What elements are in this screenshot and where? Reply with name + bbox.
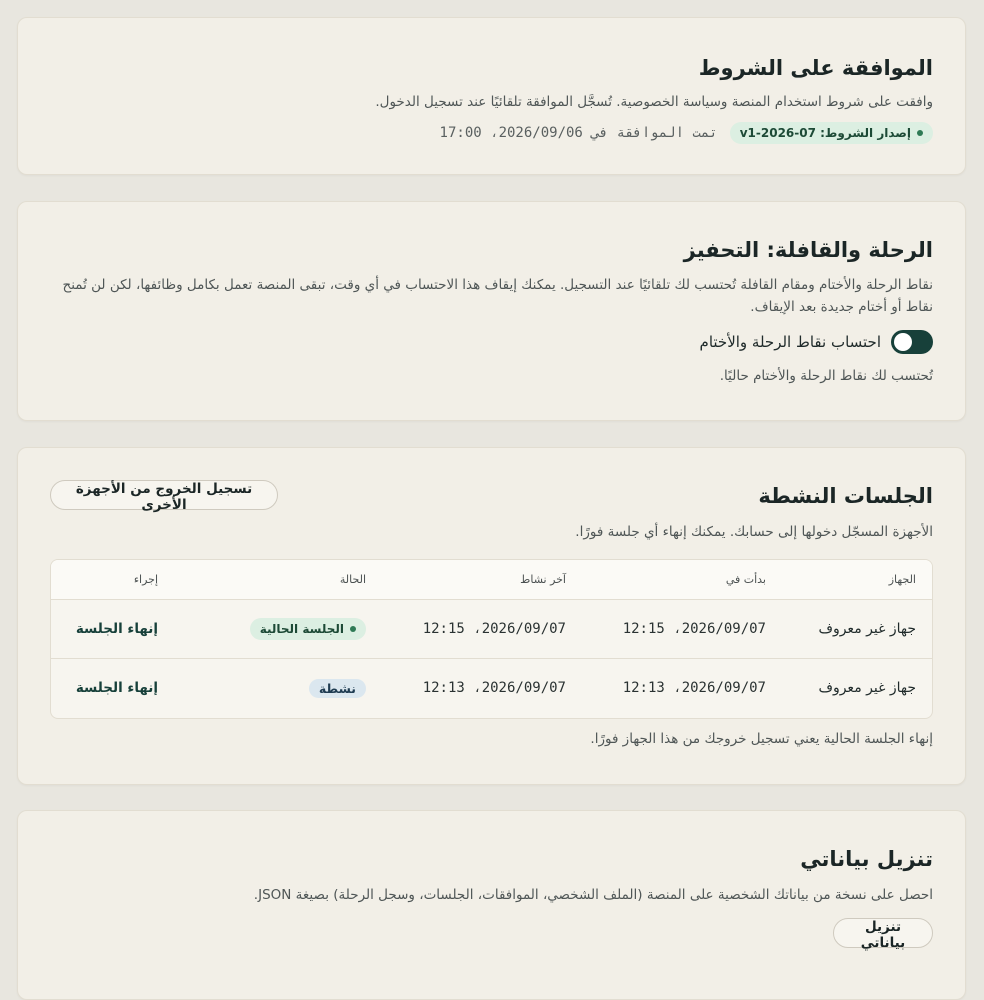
download-description: احصل على نسخة من بياناتك الشخصية على المنصة (الملف الشخصي، الموافقات، الجلسات، وسجل الرحلة) بصيغة JSON. xyxy=(253,887,933,903)
status-dot-icon xyxy=(350,626,356,632)
session-last-activity: 2026/09/07، 12:15 xyxy=(422,621,566,637)
end-session-button[interactable]: إنهاء الجلسة xyxy=(75,621,158,637)
column-header-started: بدأت في xyxy=(725,573,766,586)
gamification-card xyxy=(17,201,966,421)
table-row xyxy=(51,658,932,717)
sessions-note: إنهاء الجلسة الحالية يعني تسجيل خروجك من هذا الجهاز فورًا. xyxy=(590,731,933,747)
terms-description: وافقت على شروط استخدام المنصة وسياسة الخصوصية. تُسجَّل الموافقة تلقائيًا عند تسجيل الدخول. xyxy=(375,94,933,110)
column-header-last-activity: آخر نشاط xyxy=(520,573,566,586)
gamification-status: تُحتسب لك نقاط الرحلة والأختام حاليًا. xyxy=(719,368,933,384)
session-status xyxy=(250,600,366,658)
sessions-table xyxy=(50,559,933,719)
sessions-table-header xyxy=(51,560,932,599)
session-device: جهاز غير معروف xyxy=(818,680,916,696)
sessions-description: الأجهزة المسجّل دخولها إلى حسابك. يمكنك إنهاء أي جلسة فورًا. xyxy=(575,524,933,540)
sessions-title: الجلسات النشطة xyxy=(758,484,933,508)
terms-title: الموافقة على الشروط xyxy=(698,56,933,80)
session-action xyxy=(76,600,158,658)
terms-accepted-at: تمت الموافقة في 2026/09/06، 17:00 xyxy=(439,125,718,141)
session-status xyxy=(309,659,366,717)
session-last-activity: 2026/09/07، 12:13 xyxy=(422,680,566,696)
current-session-badge xyxy=(250,618,366,640)
end-session-button[interactable]: إنهاء الجلسة xyxy=(75,680,158,696)
column-header-action: إجراء xyxy=(133,573,158,586)
terms-consent-card xyxy=(17,17,966,175)
download-title: تنزيل بياناتي xyxy=(800,847,933,871)
terms-version-label: إصدار الشروط: v1-2026-07 xyxy=(739,126,911,140)
gamification-description: نقاط الرحلة والأختام ومقام القافلة تُحتسب لك تلقائيًا عند التسجيل. يمكنك إيقاف هذا الاحتساب في أي وقت، تبقى المنصة تعمل بكامل وظائفها، لكن لن تُمنح نقاط أو أختام جديدة بعد الإيقاف. xyxy=(62,277,933,315)
session-started: 2026/09/07، 12:15 xyxy=(622,621,766,637)
gamification-toggle-row xyxy=(700,330,933,354)
gamification-title: الرحلة والقافلة: التحفيز xyxy=(683,238,933,262)
toggle-knob xyxy=(894,333,912,351)
session-started: 2026/09/07، 12:13 xyxy=(622,680,766,696)
table-row xyxy=(51,599,932,658)
sessions-card xyxy=(17,447,966,785)
download-data-button[interactable]: تنزيل بياناتي xyxy=(833,918,933,948)
column-header-status: الحالة xyxy=(339,573,366,586)
download-data-card xyxy=(17,810,966,1000)
terms-version-badge xyxy=(730,122,933,144)
session-device: جهاز غير معروف xyxy=(818,621,916,637)
terms-meta xyxy=(440,122,933,144)
status-dot-icon xyxy=(917,130,923,136)
gamification-toggle[interactable] xyxy=(891,330,933,354)
logout-other-devices-button[interactable]: تسجيل الخروج من الأجهزة الأخرى xyxy=(50,480,278,510)
column-header-device: الجهاز xyxy=(888,573,916,586)
session-action xyxy=(76,659,158,717)
current-session-label: الجلسة الحالية xyxy=(259,622,344,636)
gamification-toggle-label: احتساب نقاط الرحلة والأختام xyxy=(699,333,881,351)
active-session-badge: نشطة xyxy=(309,679,366,698)
